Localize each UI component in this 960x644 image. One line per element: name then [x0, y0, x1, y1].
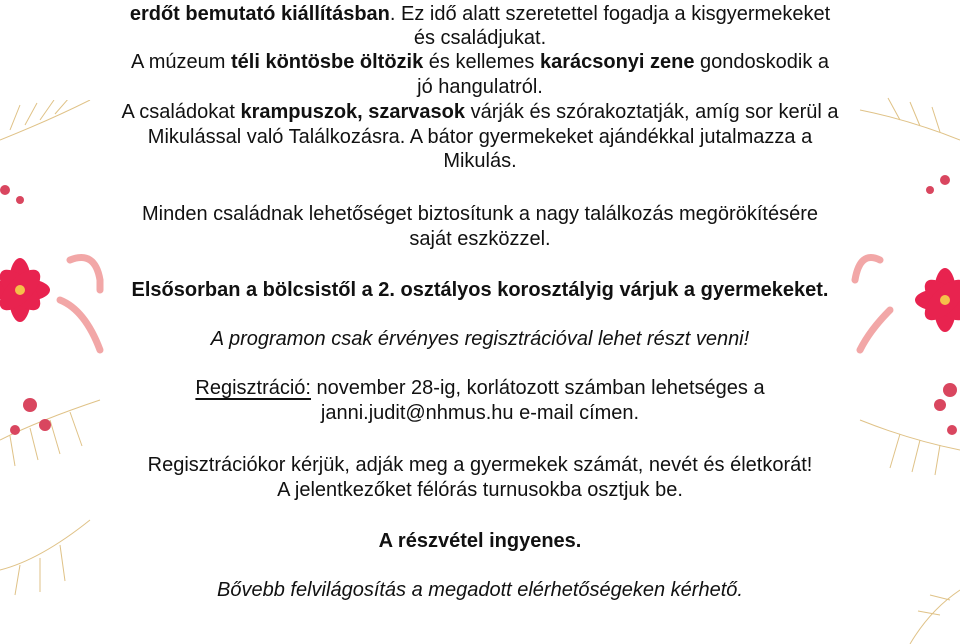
text-line: [0, 453, 960, 477]
text-line: [0, 2, 960, 26]
text-line: [0, 26, 960, 50]
text-segment: Mikulás.: [443, 150, 517, 172]
bold-text: krampuszok, szarvasok: [240, 101, 466, 123]
text-segment: várják és szórakoztatják, amíg sor kerül a: [465, 101, 839, 123]
text-segment: Minden családnak lehetőséget biztosítunk a nagy találkozás megörökítésére: [142, 203, 818, 225]
text-segment: janni.judit@nhmus.hu e-mail címen.: [320, 402, 640, 424]
text-line: [0, 75, 960, 99]
text-segment: és családjukat.: [413, 27, 547, 49]
text-segment: november 28-ig, korlátozott számban lehetséges a: [311, 377, 765, 399]
text-segment: A jelentkezőket félórás turnusokba osztjuk be.: [277, 479, 683, 501]
bold-text: erdőt bemutató kiállításban: [129, 3, 390, 25]
text-line: [0, 125, 960, 149]
text-line: [0, 478, 960, 502]
text-line: [0, 202, 960, 226]
text-segment: . Ez idő alatt szeretettel fogadja a kisgyermekeket: [389, 3, 831, 25]
text-line: [0, 401, 960, 425]
text-segment: gondoskodik a: [694, 51, 830, 73]
text-segment: és kellemes: [423, 51, 540, 73]
text-line: [0, 327, 960, 351]
text-line: [0, 227, 960, 251]
text-line: [0, 100, 960, 124]
text-segment: jó hangulatról.: [417, 76, 543, 98]
text-line: [0, 376, 960, 400]
underlined-label: Regisztráció:: [195, 377, 311, 399]
text-line: [0, 278, 960, 302]
text-segment: Mikulással való Találkozásra. A bátor gyermekeket ajándékkal jutalmazza a: [147, 126, 813, 148]
text-segment: A családokat: [121, 101, 241, 123]
text-segment: saját eszközzel.: [409, 228, 551, 250]
bold-text: karácsonyi zene: [539, 51, 695, 73]
text-line: [0, 149, 960, 173]
text-segment: Regisztrációkor kérjük, adják meg a gyermekek számát, nevét és életkorát!: [147, 454, 813, 476]
text-line: [0, 50, 960, 74]
bold-text: A részvétel ingyenes.: [378, 530, 582, 552]
italic-text: Bővebb felvilágosítás a megadott elérhetőségeken kérhető.: [217, 579, 743, 601]
italic-text: A programon csak érvényes regisztrációval lehet részt venni!: [210, 328, 750, 350]
bold-text: téli köntösbe öltözik: [231, 51, 424, 73]
text-segment: A múzeum: [130, 51, 231, 73]
right-christmas-decoration: [850, 90, 960, 644]
text-line: [0, 529, 960, 553]
text-line: [0, 578, 960, 602]
bold-text: Elsősorban a bölcsistől a 2. osztályos korosztályig várjuk a gyermekeket.: [131, 279, 829, 301]
